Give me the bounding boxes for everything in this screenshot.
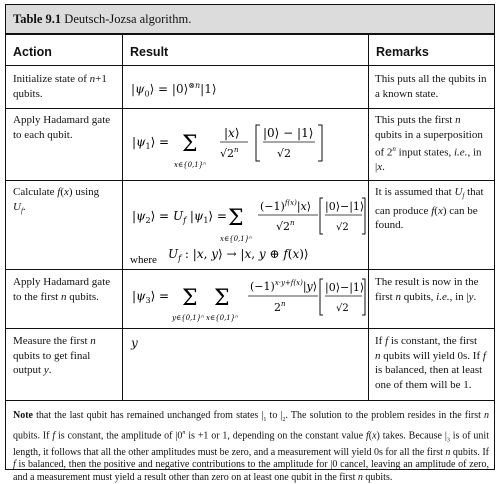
row-3-remarks: It is assumed that $U_f$ that can produce f(x) can be found. — [375, 186, 484, 232]
row-divider — [6, 328, 494, 329]
table-title-bar — [6, 5, 494, 35]
svg-text:Σ: Σ — [182, 286, 198, 311]
header-action: Action — [13, 45, 52, 59]
svg-text:|ψ2⟩ = Uf |ψ1⟩ =: $|\psi_2⟩ = U_f$ $|\psi_1⟩$ = — [132, 209, 227, 225]
row-divider — [6, 180, 494, 181]
svg-text:√2n: √2$^n$ — [276, 219, 295, 233]
row-2-action: Apply Hadamard gate to each qubit. — [13, 114, 111, 141]
svg-text:x∈{0,1}ⁿ: x∈{0,1}ⁿ — [206, 314, 239, 322]
svg-text:√2n: √2$^n$ — [220, 146, 239, 160]
svg-text:(−1)f(x)|x⟩: $(-1)^{f(x)}|x⟩$ — [260, 199, 312, 213]
row-3-equation — [126, 183, 366, 269]
svg-text:|0⟩−|1⟩: |0⟩−|1⟩ — [325, 200, 365, 213]
svg-text:Uf : |x, y⟩ → |x, y ⊕ f(x)⟩: $U_f$ : |x, y⟩ → |x, y ⊕ f(x)⟩ — [168, 247, 309, 263]
row-5-remarks: If f is constant, the first n qubits will yield 0s. If f is balanced, then at least one of them will be 1. — [375, 335, 486, 391]
svg-text:|0⟩ − |1⟩: |0⟩ − |1⟩ — [263, 126, 314, 140]
svg-text:2n: 2$^n$ — [274, 300, 286, 314]
row-1-action: Initialize state of n+1 qubits. — [13, 73, 107, 100]
svg-text:(−1)x·y+f(x)|y⟩: $(-1)^{x\cdot y+f(x)}|y⟩$ — [250, 279, 318, 293]
svg-text:|ψ1⟩ =: $|\psi_1⟩$ = — [132, 135, 170, 151]
row-2-equation — [126, 113, 366, 177]
header-result: Result — [130, 45, 169, 59]
row-5-action: Measure the first n qubits to get final output y. — [13, 335, 96, 376]
svg-text:Σ: Σ — [214, 286, 230, 311]
row-3-action: Calculate f(x) using $U_f$. — [13, 186, 100, 215]
row-4-action: Apply Hadamard gate to the first n qubits. — [13, 276, 111, 303]
row-1-equation: $|\psi_0⟩$ = |0⟩$^{\otimes n}$|1⟩ — [131, 81, 217, 99]
header-remarks: Remarks — [376, 45, 429, 59]
row-divider — [6, 400, 494, 401]
svg-text:y∈{0,1}ⁿ: y∈{0,1}ⁿ — [172, 314, 205, 322]
svg-text:|ψ3⟩ =: $|\psi_3⟩$ = — [132, 289, 170, 305]
column-divider — [368, 35, 369, 400]
row-1-remarks: This puts all the qubits in a known state. — [375, 73, 487, 100]
svg-text:Σ: Σ — [182, 132, 198, 157]
column-divider — [122, 35, 123, 400]
svg-text:where: where — [130, 254, 157, 266]
row-divider — [6, 108, 494, 109]
table-title: Table 9.1 Deutsch-Jozsa algorithm. — [13, 12, 192, 26]
row-4-equation — [126, 271, 366, 327]
table-footnote: Note that the last qubit has remained unchanged from states $|_1$ to $|_2$. The solution to the problem resides in the first n qubits. If f is constant, the amplitude of |0$^n$ is +1 or 1, depending on the constant value f(x) takes. Because $|_3$ is of unit length, it follows that all the other amplitudes must be zero, and a measurement will yield 0s for all the first n qubits. If f is balanced, then the positive and negative contributions to the amplitude for |0 cancel, leaving an amplitude of zero, and a measurement must yield a result other than zero on at least one qubit in the first n qubits. — [13, 410, 490, 483]
svg-text:√2: √2 — [336, 222, 349, 233]
svg-text:√2: √2 — [336, 303, 349, 314]
row-4-remarks: The result is now in the first n qubits, i.e., in |y. — [375, 276, 479, 303]
svg-text:x∈{0,1}ⁿ: x∈{0,1}ⁿ — [174, 161, 207, 169]
row-divider — [6, 269, 494, 270]
svg-text:|x⟩: |x⟩ — [224, 126, 240, 140]
row-2-remarks: This puts the first n qubits in a superposition of 2$^n$ input states, i.e., in |x. — [375, 114, 483, 174]
deutsch-jozsa-table — [5, 4, 495, 483]
svg-text:Σ: Σ — [228, 206, 244, 231]
row-5-equation: y — [131, 336, 138, 350]
svg-text:x∈{0,1}ⁿ: x∈{0,1}ⁿ — [220, 235, 253, 243]
svg-text:√2: √2 — [277, 147, 292, 160]
svg-text:|0⟩−|1⟩: |0⟩−|1⟩ — [325, 281, 365, 294]
